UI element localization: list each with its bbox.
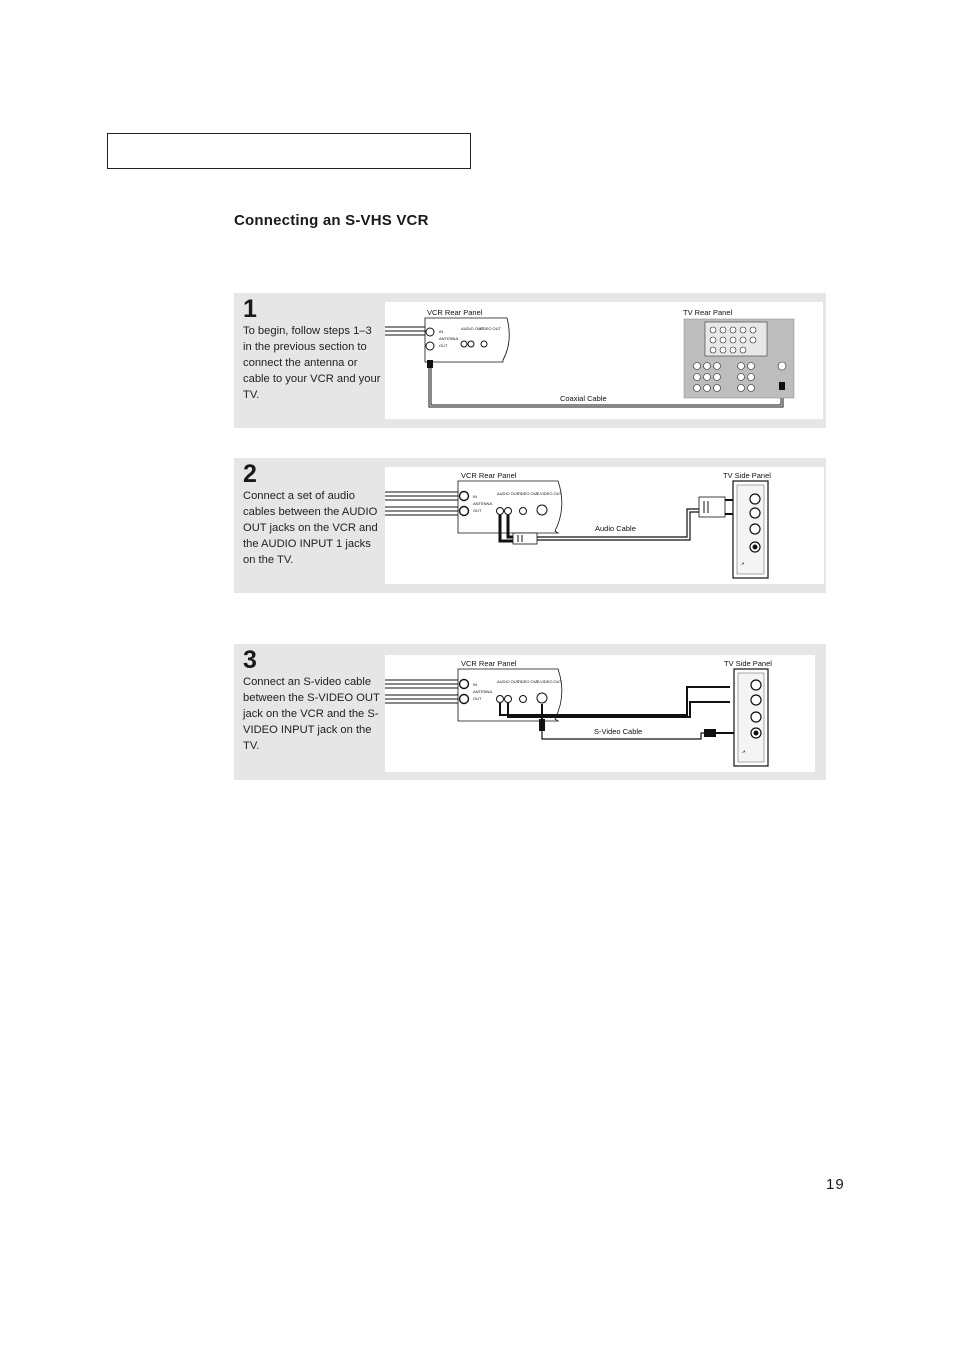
step-2-jack-antenna: ANTENNA [473, 501, 493, 506]
step-3-panel [234, 644, 826, 780]
step-3-vcr-label: VCR Rear Panel [461, 659, 517, 668]
step-3-diagram [385, 655, 815, 772]
step-2-text: Connect a set of audio cables between the AUDIO OUT jacks on the VCR and the AUDIO INPUT 1 jacks on the TV. [243, 490, 378, 566]
step-3-jack-antenna: ANTENNA [473, 689, 493, 694]
step-1-audio-out: AUDIO OUT [461, 326, 484, 331]
step-3-cable-label: S-Video Cable [594, 727, 643, 736]
step-1-text: To begin, follow steps 1–3 in the previous section to connect the antenna or cable to your VCR and your TV. [243, 325, 381, 401]
section-title: Connecting an S-VHS VCR [234, 212, 429, 229]
step-1-diagram [385, 302, 823, 419]
step-1-cable-label: Coaxial Cable [560, 394, 607, 403]
step-3-number: 3 [243, 646, 257, 674]
svg-text:☭: ☭ [741, 561, 745, 566]
step-3-svideo-out: S-VIDEO OUT [536, 679, 563, 684]
step-2-panel [234, 458, 826, 593]
step-2-cable-label: Audio Cable [595, 524, 636, 533]
step-2-jack-out: OUT [473, 508, 482, 513]
page-number: 19 [826, 1176, 845, 1193]
step-1-jack-in: IN [439, 329, 443, 334]
step-3-text: Connect an S-video cable between the S-VIDEO OUT jack on the VCR and the S-VIDEO INPUT jack on the TV. [243, 676, 380, 752]
step-1-jack-out: OUT [439, 343, 448, 348]
step-1-number: 1 [243, 295, 257, 323]
step-1-video-out: VIDEO OUT [479, 326, 502, 331]
step-3-video-out: VIDEO OUT [517, 679, 540, 684]
step-2-number: 2 [243, 460, 257, 488]
step-2-svideo-out: S-VIDEO OUT [536, 491, 563, 496]
step-1-vcr-label: VCR Rear Panel [427, 308, 483, 317]
svg-text:☭: ☭ [742, 749, 746, 754]
step-2-video-out: VIDEO OUT [517, 491, 540, 496]
step-3-tv-label: TV Side Panel [724, 659, 772, 668]
step-3-jack-in: IN [473, 682, 477, 687]
step-3-jack-out: OUT [473, 696, 482, 701]
chapter-header-box [107, 133, 471, 169]
step-1-jack-antenna: ANTENNA [439, 336, 459, 341]
step-3-audio-out: AUDIO OUT [497, 679, 520, 684]
step-1-panel [234, 293, 826, 428]
step-2-jack-in: IN [473, 494, 477, 499]
step-2-tv-label: TV Side Panel [723, 471, 771, 480]
step-2-audio-out: AUDIO OUT [497, 491, 520, 496]
step-2-vcr-label: VCR Rear Panel [461, 471, 517, 480]
step-1-tv-label: TV Rear Panel [683, 308, 733, 317]
step-2-diagram [385, 467, 824, 584]
